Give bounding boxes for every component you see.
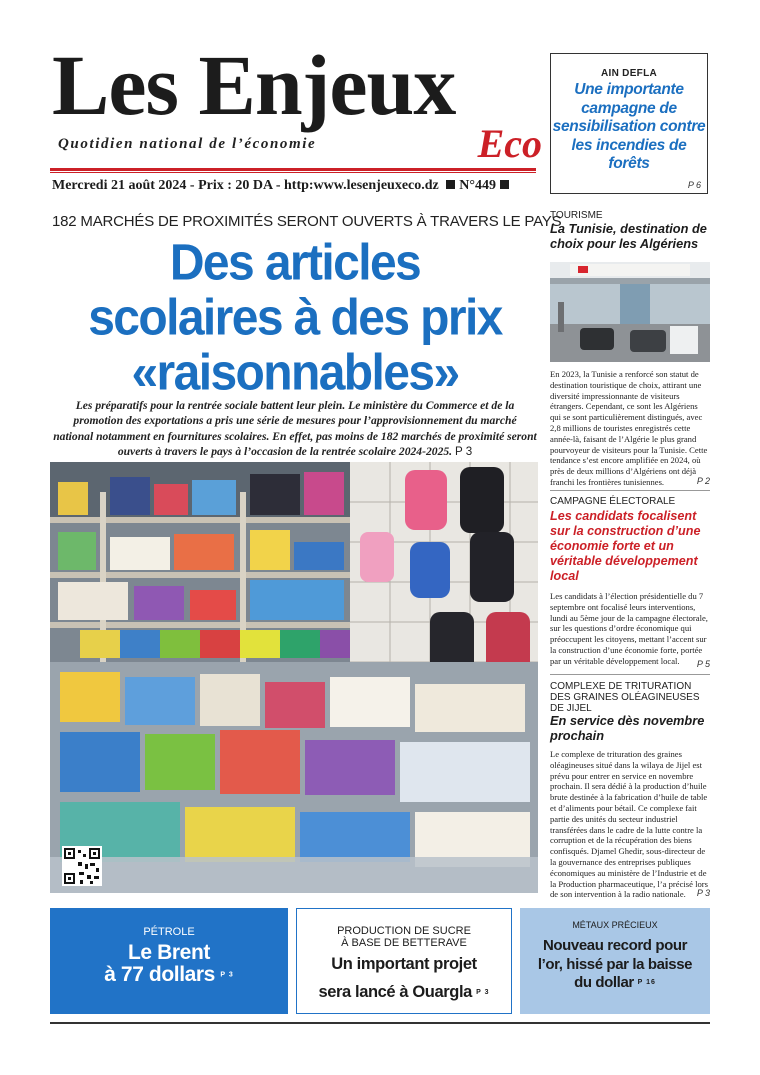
- masthead-tagline: Quotidien national de l’économie: [58, 136, 317, 152]
- lead-headline-line: «raisonnables»: [131, 345, 459, 402]
- sucre-page: P 3: [476, 989, 490, 997]
- metaux-headline-line2: l’or, hissé par la baisse: [537, 955, 693, 973]
- petrole-headline-line2: à 77 dollars: [104, 963, 215, 986]
- sucre-kicker-line2: À BASE DE BETTERAVE: [341, 937, 467, 949]
- sidebar-divider: [550, 490, 710, 491]
- metaux-box[interactable]: [520, 908, 710, 1014]
- issue-number: N°449: [459, 178, 496, 193]
- masthead-title: Les Enjeux: [52, 37, 456, 133]
- trituration-page: P 3: [696, 888, 710, 898]
- trituration-kicker: COMPLEXE DE TRITURATION DES GRAINES OLÉAGINEUSES DE JIJEL: [550, 681, 700, 714]
- sidebar-divider: [550, 674, 710, 675]
- square-bullet-icon: [500, 180, 509, 189]
- tourisme-headline[interactable]: La Tunisie, destination de choix pour les Algériens: [550, 221, 707, 251]
- sucre-headline-line1: Un important projet: [331, 955, 477, 973]
- date-price-url: Mercredi 21 août 2024 - Prix : 20 DA - http:www.lesenjeuxeco.dz: [52, 178, 439, 193]
- trituration-body: Le complexe de trituration des graines oléagineuses situé dans la wilaya de Jijel est prévu pour entrer en service en novembre prochain. Il sera dédié à la production d’huile brute destinée à la fabrication d’huile de table et d’aliments pour bétail. Ce complexe fait partie des unités du secteur industriel transférées dans le cadre de la lutte contre la corruption et de la récupération des biens confisqués. Djamel Ghedir, sous-directeur de la gouvernance des entreprises publiques économiques au ministère de l’Industrie et de la Production pharmaceutique, l’a précisé lors de son intervention à la radio nationale.: [550, 749, 708, 900]
- lead-standfirst-text: Les préparatifs pour la rentrée sociale battent leur plein. Le ministère du Commerce et de la promotion des exportations a pris une série de mesures pour l’approvisionnement du marché national notamment en fournitures scolaires. En effet, pas moins de 182 marchés de proximité seront ouverts à travers le pays à l’occasion de la rentrée scolaire 2024-2025.: [53, 399, 537, 458]
- petrole-kicker: PÉTROLE: [143, 926, 195, 938]
- lead-photo: [50, 462, 538, 893]
- lead-headline[interactable]: [52, 236, 538, 401]
- petrole-box[interactable]: [50, 908, 288, 1014]
- metaux-page: P 16: [637, 979, 656, 986]
- qr-code-icon: [62, 846, 102, 886]
- square-bullet-icon: [446, 180, 455, 189]
- petrole-headline-line1: Le Brent: [128, 941, 210, 964]
- lead-standfirst: [52, 398, 538, 459]
- metaux-kicker: MÉTAUX PRÉCIEUX: [572, 920, 658, 930]
- trituration-headline[interactable]: En service dès novembre prochain: [550, 713, 705, 743]
- issue-line: [52, 178, 552, 194]
- campagne-page: P 5: [696, 659, 710, 669]
- metaux-headline-line1: Nouveau record pour: [542, 937, 688, 954]
- tourisme-kicker: TOURISME: [550, 210, 603, 221]
- lead-standfirst-page: P 3: [454, 444, 473, 458]
- teaser-headline: Une importante campagne de sensibilisation contre les incendies de forêts: [552, 81, 706, 173]
- sucre-kicker-line1: PRODUCTION DE SUCRE: [337, 925, 471, 937]
- tourisme-photo: [550, 262, 710, 362]
- tourisme-page: P 2: [696, 476, 710, 486]
- campagne-body: Les candidats à l’élection présidentielle du 7 septembre ont focalisé leurs interventions, lundi au 5ème jour de la campagne électorale, sur les questions d’ordre économique qui préoccupent les citoyens, mettant l’accent sur la construction d’une économie forte, portée par un véritable développement local.: [550, 591, 708, 666]
- lead-headline-line: Des articles: [169, 234, 421, 292]
- tourisme-body: En 2023, la Tunisie a renforcé son statut de destination touristique de choix, attirant une diversité impressionnante de visiteurs étrangers. Cependant, ce sont les Algériens qui se sont particulièrement distingués, avec 2,8 millions de touristes enregistrés cette année-là, faisant de l’Algérie le plus grand pourvoyeur de visiteurs pour la Tunisie. Cette tendance s’est encore amplifiée en 2024, où près de deux millions d’Algériens ont déjà franchi les frontières tunisiennes.: [550, 369, 708, 487]
- campagne-headline[interactable]: Les candidats focalisent sur la construction d’une économie forte et un véritable développement local: [550, 509, 701, 583]
- masthead-eco: Eco: [477, 121, 542, 166]
- sucre-box[interactable]: [296, 908, 512, 1014]
- masthead-rule: [50, 168, 536, 171]
- stationery-shop-illustration: [50, 462, 538, 893]
- campagne-kicker: CAMPAGNE ÉLECTORALE: [550, 496, 676, 507]
- masthead-rule-thin: [50, 172, 536, 173]
- sucre-headline-line2: sera lancé à Ouargla: [318, 983, 472, 1001]
- teaser-page: P 6: [687, 180, 701, 190]
- lead-headline-line: scolaires à des prix: [88, 290, 502, 347]
- footer-rule: [50, 1022, 710, 1024]
- petrole-page: P 3: [220, 971, 234, 979]
- border-crossing-illustration: [550, 262, 710, 362]
- teaser-box[interactable]: [550, 53, 708, 194]
- teaser-kicker: AIN DEFLA: [600, 68, 658, 79]
- metaux-headline-line3: du dollar: [574, 974, 634, 992]
- lead-kicker: 182 MARCHÉS DE PROXIMITÉS SERONT OUVERTS À TRAVERS LE PAYS: [52, 213, 562, 230]
